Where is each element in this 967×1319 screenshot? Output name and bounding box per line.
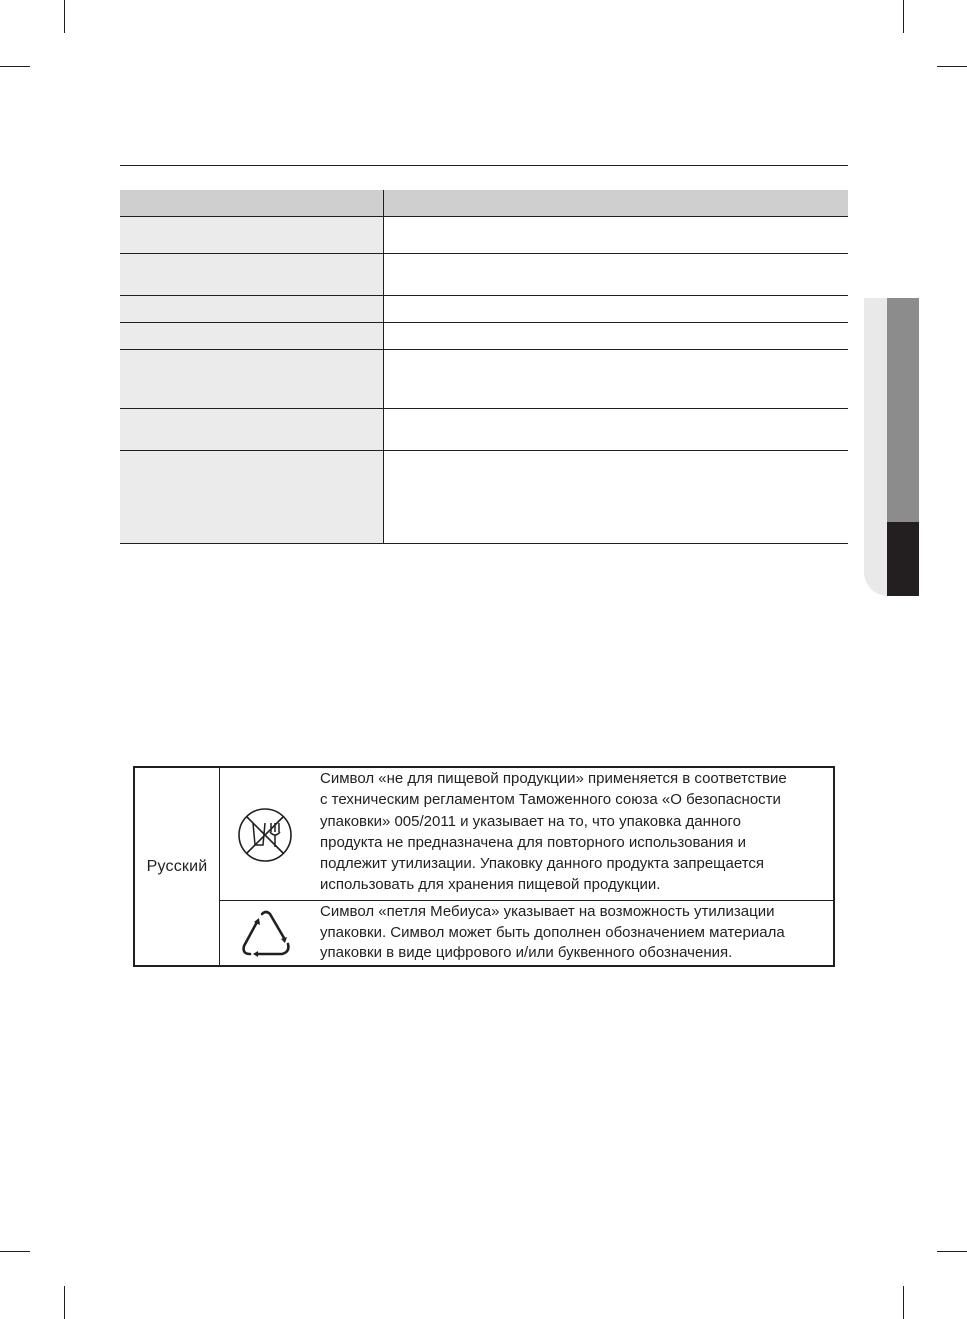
table-row <box>120 323 848 350</box>
spec-label <box>120 217 384 253</box>
text-line: продукта не предназначена для повторного использования и <box>320 833 746 851</box>
spec-value <box>384 296 848 322</box>
text-line: использовать для хранения пищевой продукции. <box>320 876 661 894</box>
spec-table-header <box>120 190 848 217</box>
mobius-description <box>320 902 820 964</box>
crop-mark-top-left-h <box>0 66 30 67</box>
table-row <box>120 409 848 451</box>
row-divider <box>219 900 833 901</box>
spec-value <box>384 409 848 450</box>
text-line: упаковки в виде цифрового и/или буквенного обозначения. <box>320 944 733 962</box>
side-tab-section-marker <box>887 298 919 522</box>
crop-mark-bottom-left <box>64 1286 65 1319</box>
spec-header-label <box>120 190 384 216</box>
text-line: с техническим регламентом Таможенного союза «О безопасности <box>320 791 781 809</box>
language-label: Русский <box>146 857 208 875</box>
crop-mark-top-left <box>64 0 65 33</box>
table-row <box>120 350 848 409</box>
spec-label <box>120 254 384 295</box>
language-cell <box>135 768 220 965</box>
spec-value <box>384 217 848 253</box>
section-rule <box>120 165 848 166</box>
text-line: Символ «не для пищевой продукции» применяется в соответствие <box>320 770 787 787</box>
table-row <box>120 451 848 544</box>
spec-value <box>384 451 848 543</box>
crop-mark-bottom-right-h <box>937 1251 967 1252</box>
not-for-food-icon <box>235 805 295 865</box>
side-tab-active-marker <box>887 522 919 596</box>
table-row <box>120 217 848 254</box>
crop-mark-top-right-h <box>937 66 967 67</box>
text-line: упаковки» 005/2011 и указывает на то, что упаковка данного <box>320 812 741 830</box>
crop-mark-bottom-right <box>903 1286 904 1319</box>
text-line: упаковки. Символ может быть дополнен обозначением материала <box>320 923 785 941</box>
table-row <box>120 254 848 296</box>
spec-value <box>384 323 848 349</box>
spec-value <box>384 350 848 408</box>
crop-mark-bottom-left-h <box>0 1251 30 1252</box>
spec-value <box>384 254 848 295</box>
spec-table <box>120 190 848 544</box>
crop-mark-top-right <box>903 0 904 33</box>
packaging-symbols-table <box>133 766 835 967</box>
not-for-food-description <box>320 768 820 896</box>
side-tab-background <box>864 298 888 596</box>
spec-label <box>120 451 384 543</box>
text-line: Символ «петля Мебиуса» указывает на возможность утилизации <box>320 903 775 920</box>
spec-label <box>120 296 384 322</box>
spec-label <box>120 323 384 349</box>
spec-label <box>120 350 384 408</box>
spec-header-value <box>384 190 848 216</box>
spec-label <box>120 409 384 450</box>
text-line: подлежит утилизации. Упаковку данного продукта запрещается <box>320 855 765 873</box>
table-row <box>120 296 848 323</box>
mobius-loop-icon <box>238 906 294 960</box>
